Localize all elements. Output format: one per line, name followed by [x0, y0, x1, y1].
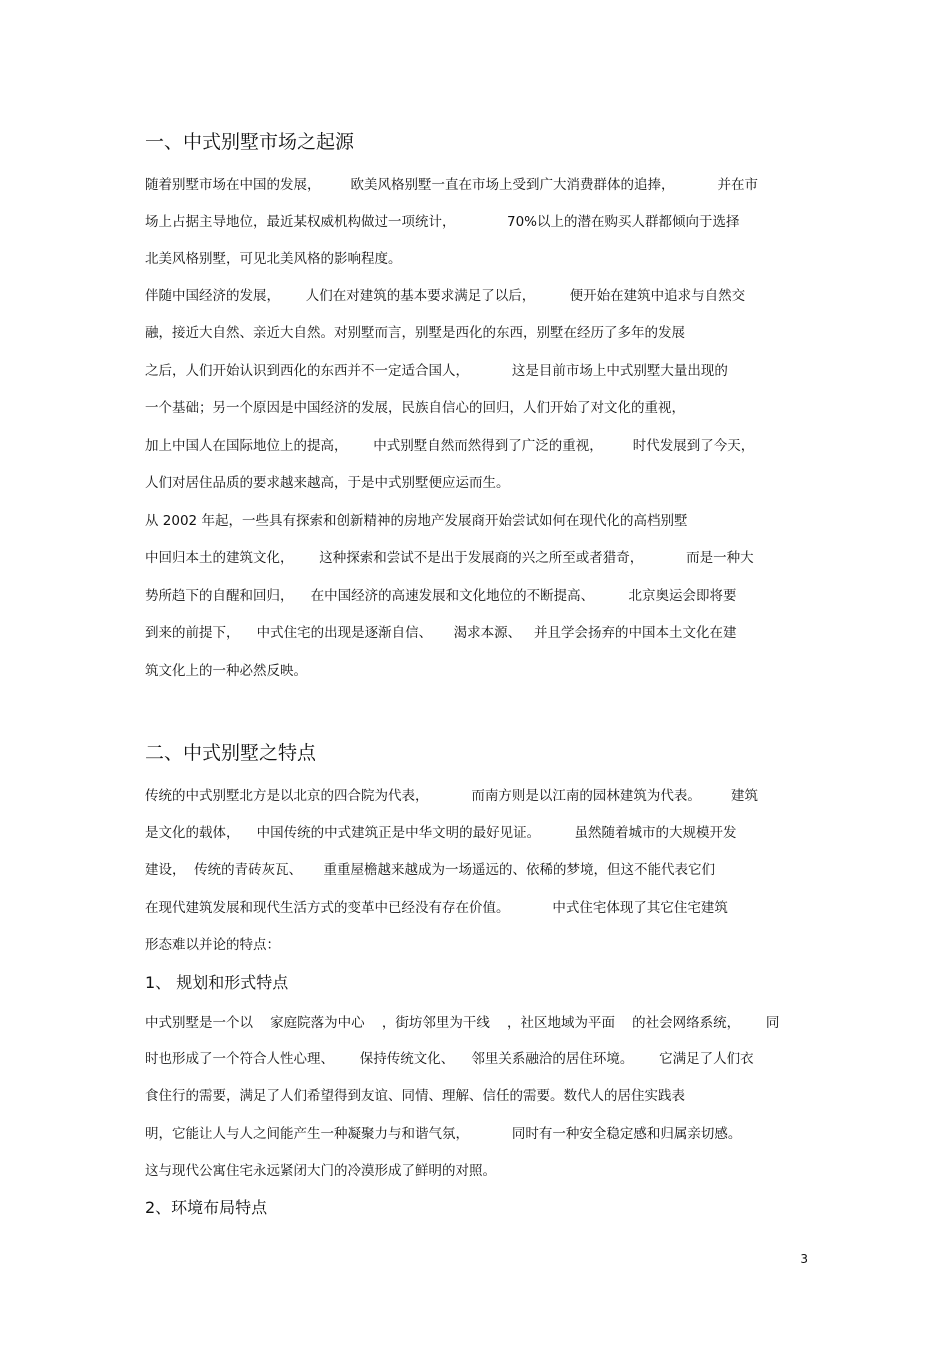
section-1-line: 北美风格别墅，可见北美风格的影响程度。: [145, 251, 402, 267]
subsection-1-line: 时也形成了一个符合人性心理、 保持传统文化、 邻里关系融洽的居住环境。 它满足了人们衣: [145, 1051, 754, 1067]
section-1-line: 之后，人们开始认识到西化的东西并不一定适合国人， 这是目前市场上中式别墅大量出现的: [145, 363, 728, 379]
section-2-line: 是文化的载体， 中国传统的中式建筑正是中华文明的最好见证。 虽然随着城市的大规模开发: [145, 825, 737, 841]
section-2-line: 在现代建筑发展和现代生活方式的变革中已经没有存在价值。 中式住宅体现了其它住宅建筑: [145, 900, 728, 916]
section-1-line: 伴随中国经济的发展， 人们在对建筑的基本要求满足了以后， 便开始在建筑中追求与自然交: [145, 288, 746, 304]
section-1-line: 随着别墅市场在中国的发展， 欧美风格别墅一直在市场上受到广大消费群体的追捧， 并在市: [145, 177, 758, 193]
subsection-1-line: 明，它能让人与人之间能产生一种凝聚力与和谐气氛， 同时有一种安全稳定感和归属亲切感。: [145, 1126, 742, 1142]
section-2-line: 形态难以并论的特点：: [145, 937, 280, 953]
section-1-line: 筑文化上的一种必然反映。: [145, 663, 307, 679]
section-1-line: 融，接近大自然、亲近大自然。对别墅而言，别墅是西化的东西，别墅在经历了多年的发展: [145, 325, 685, 341]
page-number: 3: [800, 1252, 808, 1266]
section-1-line: 场上占据主导地位，最近某权威机构做过一项统计， 70%以上的潜在购买人群都倾向于选择: [145, 214, 740, 230]
section-1-line: 从 2002 年起，一些具有探索和创新精神的房地产发展商开始尝试如何在现代化的高档别墅: [145, 513, 688, 529]
section-2-line: 传统的中式别墅北方是以北京的四合院为代表， 而南方则是以江南的园林建筑为代表。 建筑: [145, 788, 758, 804]
section-1-line: 中回归本土的建筑文化， 这种探索和尝试不是出于发展商的兴之所至或者猎奇， 而是一种大: [145, 550, 754, 566]
subsection-1-line: 中式别墅是一个以 家庭院落为中心 ，街坊邻里为干线 ，社区地域为平面 的社会网络系统， 同: [145, 1015, 780, 1031]
section-1-line: 势所趋下的自醒和回归， 在中国经济的高速发展和文化地位的不断提高、 北京奥运会即将要: [145, 588, 737, 604]
section-1-line: 加上中国人在国际地位上的提高， 中式别墅自然而然得到了广泛的重视， 时代发展到了今天，: [145, 438, 755, 454]
section-1-line: 人们对居住品质的要求越来越高，于是中式别墅便应运而生。: [145, 475, 510, 491]
subsection-1-line: 食住行的需要，满足了人们希望得到友谊、同情、理解、信任的需要。数代人的居住实践表: [145, 1088, 685, 1104]
section-2-title: 二、中式别墅之特点: [145, 742, 317, 764]
section-1-line: 一个基础；另一个原因是中国经济的发展，民族自信心的回归，人们开始了对文化的重视，: [145, 400, 685, 416]
section-2-line: 建设， 传统的青砖灰瓦、 重重屋檐越来越成为一场遥远的、依稀的梦境，但这不能代表它们: [145, 862, 716, 878]
subsection-1-line: 这与现代公寓住宅永远紧闭大门的冷漠形成了鲜明的对照。: [145, 1163, 496, 1179]
section-1-title: 一、中式别墅市场之起源: [145, 131, 355, 153]
subsection-1-title: 1、 规划和形式特点: [145, 973, 289, 992]
subsection-2-title: 2、环境布局特点: [145, 1198, 268, 1217]
section-1-line: 到来的前提下， 中式住宅的出现是逐渐自信、 渴求本源、 并且学会扬弃的中国本土文化在建: [145, 625, 737, 641]
